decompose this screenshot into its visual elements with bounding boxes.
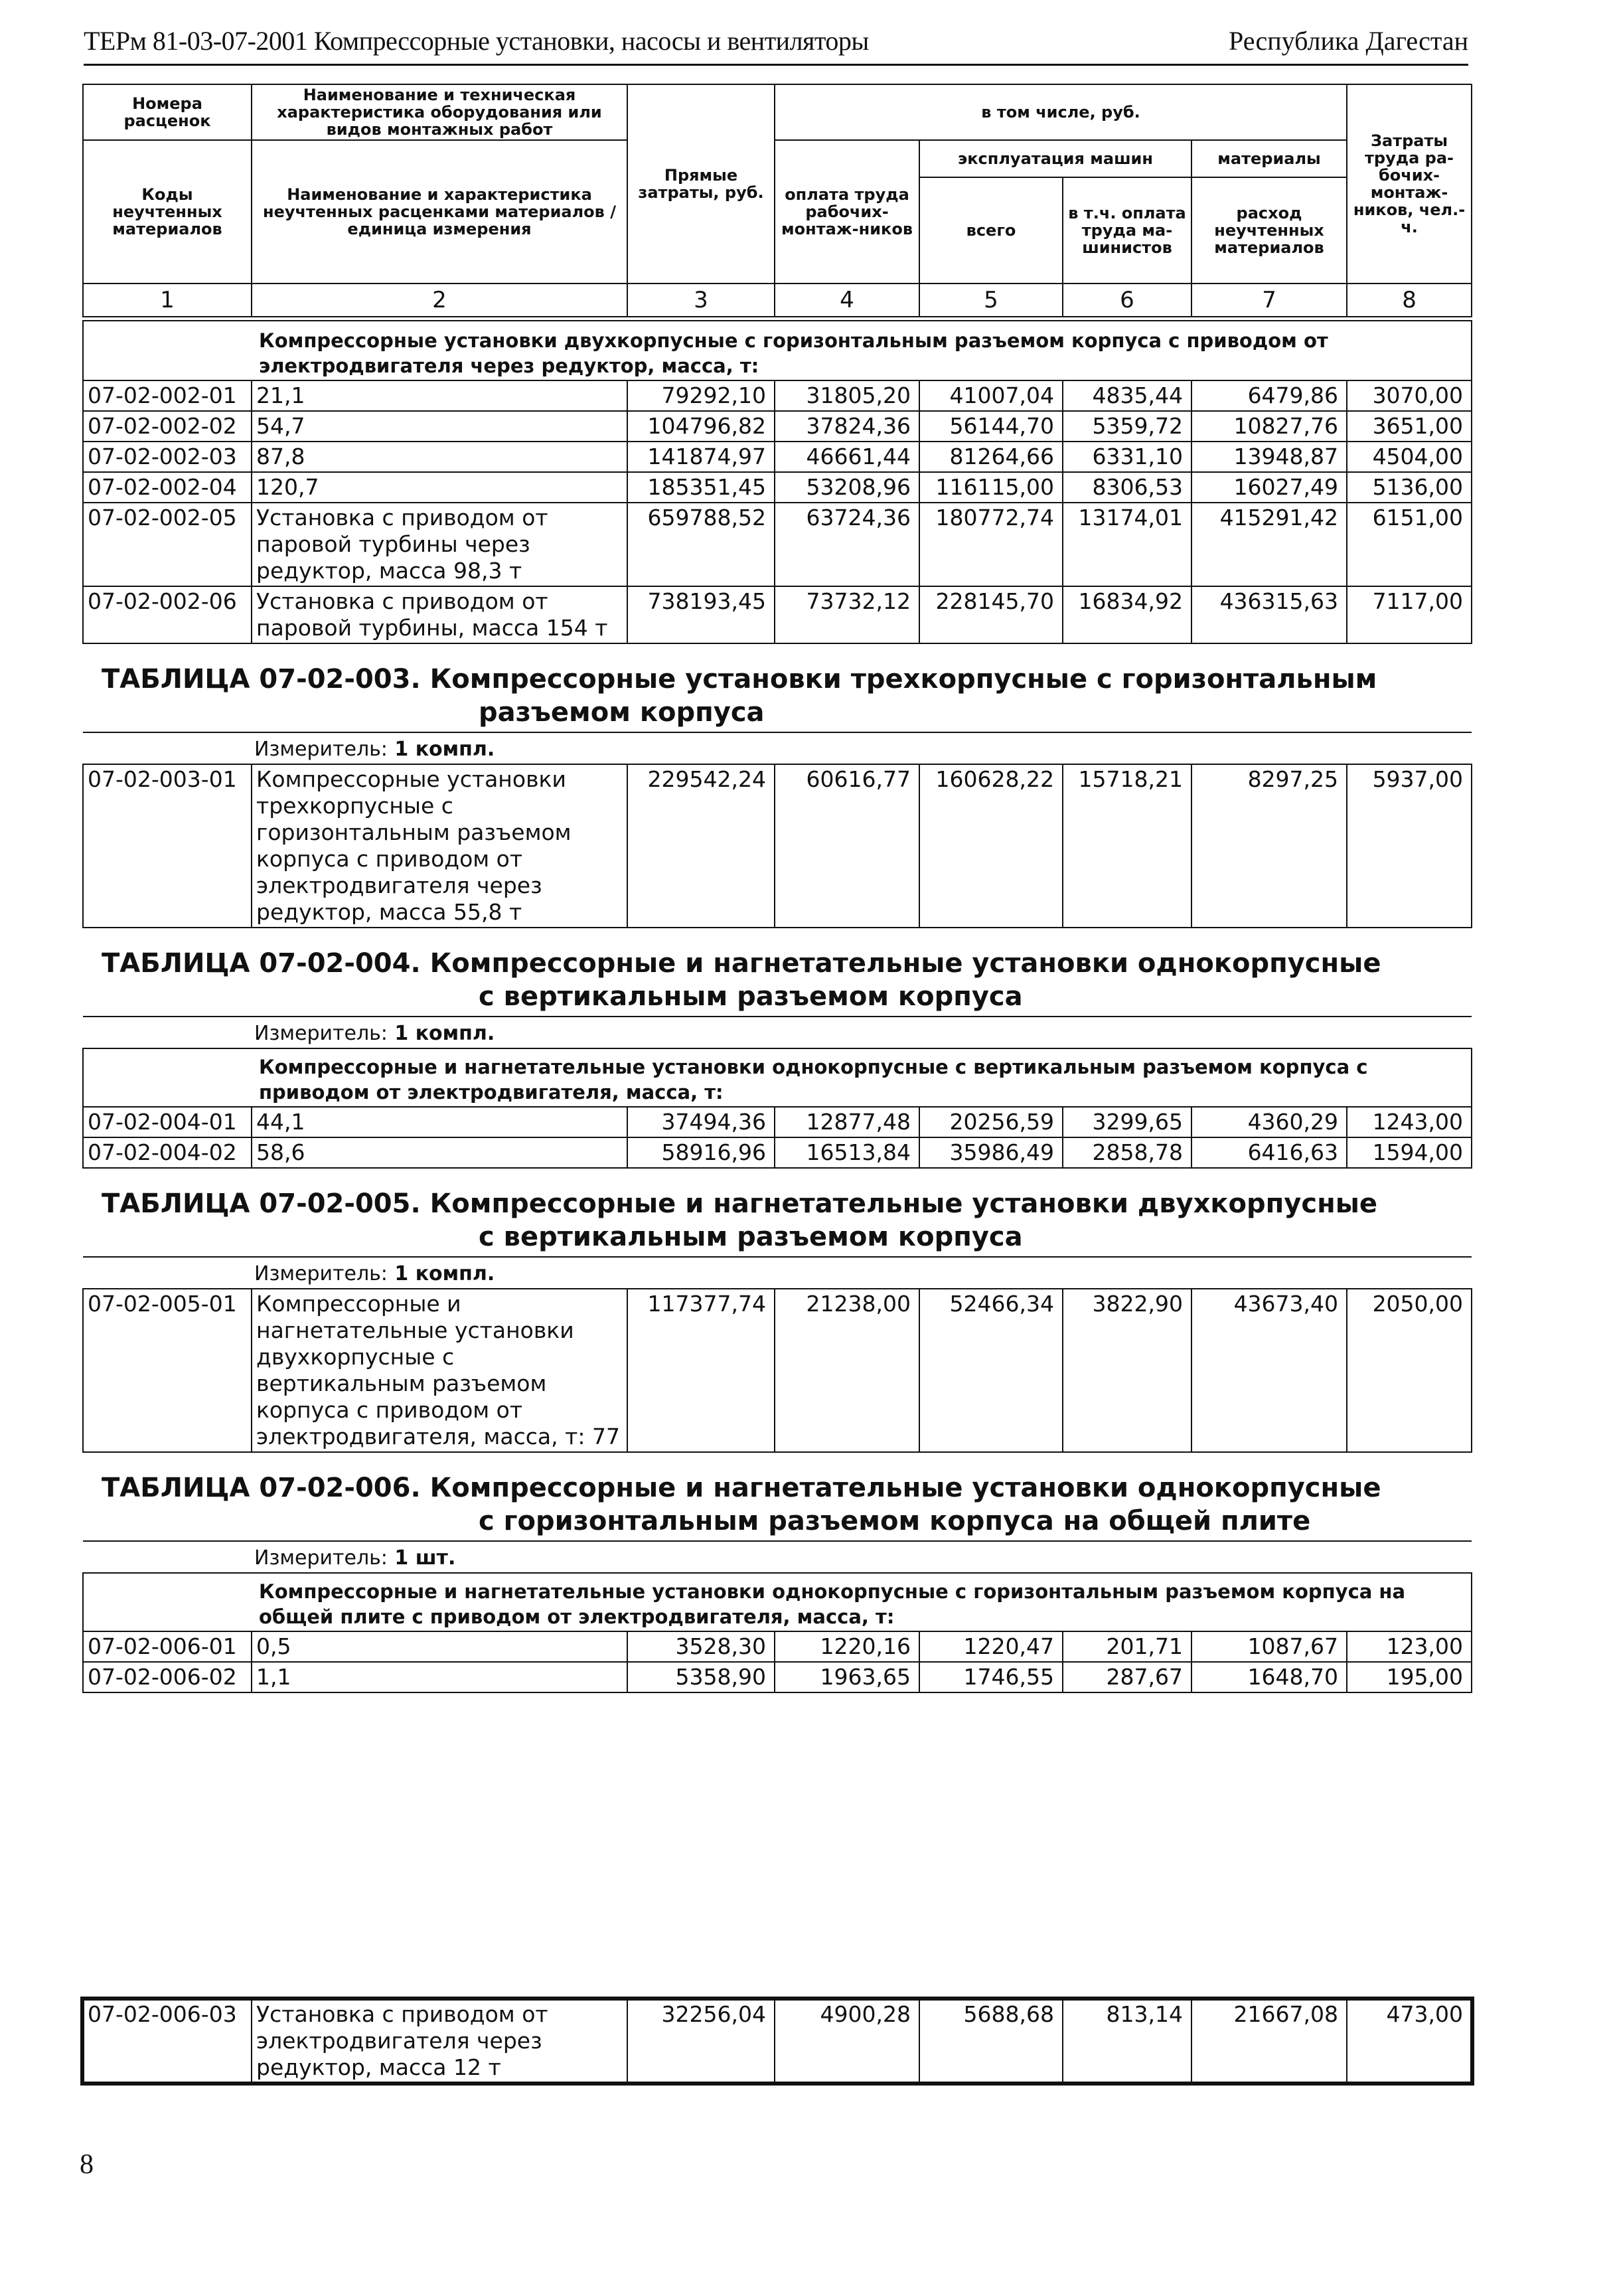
direct-costs: 659788,52 xyxy=(627,503,775,586)
operator-pay: 5359,72 xyxy=(1063,411,1191,442)
rate-name: 54,7 xyxy=(252,411,627,442)
document-code-title: ТЕРм 81-03-07-2001 Компрессорные установки, насосы и вентиляторы xyxy=(84,26,869,56)
rate-code: 07-02-006-03 xyxy=(83,1999,252,2083)
worker-pay: 63724,36 xyxy=(775,503,919,586)
worker-pay: 73732,12 xyxy=(775,586,919,643)
rate-code: 07-02-004-01 xyxy=(83,1107,252,1137)
labor-hours: 3070,00 xyxy=(1347,380,1472,411)
material-costs: 4360,29 xyxy=(1191,1107,1347,1137)
table-row xyxy=(83,1107,1472,1137)
rate-code: 07-02-003-01 xyxy=(83,764,252,928)
header-direct-costs: Прямые затраты, руб. xyxy=(627,84,775,284)
table-row xyxy=(83,411,1472,442)
direct-costs: 141874,97 xyxy=(627,442,775,472)
labor-hours: 4504,00 xyxy=(1347,442,1472,472)
rate-code: 07-02-002-06 xyxy=(83,586,252,643)
labor-hours: 2050,00 xyxy=(1347,1289,1472,1452)
rate-code: 07-02-002-02 xyxy=(83,411,252,442)
header-including: в том числе, руб. xyxy=(775,84,1347,140)
machine-total: 35986,49 xyxy=(919,1137,1063,1168)
operator-pay: 2858,78 xyxy=(1063,1137,1191,1168)
section-subheading: Компрессорные и нагнетательные установки однокорпусные с вертикальным разъемом корпуса с приводом от электродвигателя, масса, т: xyxy=(83,1048,1472,1107)
operator-pay: 3299,65 xyxy=(1063,1107,1191,1137)
section-subheading: Компрессорные установки двухкорпусные с горизонтальным разъемом корпуса с приводом от электродвигателя через редуктор, масса, т: xyxy=(83,321,1472,380)
column-index: 3 xyxy=(627,284,775,317)
machine-total: 81264,66 xyxy=(919,442,1063,472)
rate-name: 21,1 xyxy=(252,380,627,411)
header-operator-pay: в т.ч. оплата труда ма-шинистов xyxy=(1063,177,1191,284)
machine-total: 160628,22 xyxy=(919,764,1063,928)
rate-name: 0,5 xyxy=(252,1631,627,1662)
worker-pay: 37824,36 xyxy=(775,411,919,442)
material-costs: 10827,76 xyxy=(1191,411,1347,442)
rate-code: 07-02-006-02 xyxy=(83,1662,252,1692)
header-machine-use: эксплуатация машин xyxy=(919,140,1191,177)
additional-rate-table xyxy=(82,1999,1472,2084)
operator-pay: 8306,53 xyxy=(1063,472,1191,503)
machine-total: 20256,59 xyxy=(919,1107,1063,1137)
rate-name: Установка с приводом от электродвигателя через редуктор, масса 12 т xyxy=(252,1999,627,2083)
labor-hours: 5937,00 xyxy=(1347,764,1472,928)
rate-name: 87,8 xyxy=(252,442,627,472)
worker-pay: 21238,00 xyxy=(775,1289,919,1452)
direct-costs: 738193,45 xyxy=(627,586,775,643)
table-row xyxy=(83,1999,1472,2083)
direct-costs: 185351,45 xyxy=(627,472,775,503)
header-machine-total: всего xyxy=(919,177,1063,284)
material-costs: 21667,08 xyxy=(1191,1999,1347,2083)
direct-costs: 3528,30 xyxy=(627,1631,775,1662)
operator-pay: 15718,21 xyxy=(1063,764,1191,928)
page-number: 8 xyxy=(80,2149,94,2180)
machine-total: 180772,74 xyxy=(919,503,1063,586)
labor-hours: 473,00 xyxy=(1347,1999,1472,2083)
machine-total: 52466,34 xyxy=(919,1289,1063,1452)
column-index: 2 xyxy=(252,284,627,317)
table-row xyxy=(83,586,1472,643)
material-costs: 43673,40 xyxy=(1191,1289,1347,1452)
column-index: 1 xyxy=(83,284,252,317)
table-row xyxy=(83,1631,1472,1662)
rate-code: 07-02-005-01 xyxy=(83,1289,252,1452)
rate-name: Установка с приводом от паровой турбины, масса 154 т xyxy=(252,586,627,643)
measure-unit: Измеритель: 1 компл. xyxy=(254,738,495,761)
direct-costs: 37494,36 xyxy=(627,1107,775,1137)
table-row xyxy=(83,380,1472,411)
worker-pay: 4900,28 xyxy=(775,1999,919,2083)
column-index: 6 xyxy=(1063,284,1191,317)
direct-costs: 58916,96 xyxy=(627,1137,775,1168)
table-row xyxy=(83,442,1472,472)
worker-pay: 31805,20 xyxy=(775,380,919,411)
material-costs: 415291,42 xyxy=(1191,503,1347,586)
measure-unit: Измеритель: 1 компл. xyxy=(254,1262,495,1285)
table-row xyxy=(83,764,1472,928)
header-rate-numbers: Номера расценок xyxy=(83,84,252,140)
rate-name: 44,1 xyxy=(252,1107,627,1137)
header-materials: материалы xyxy=(1191,140,1347,177)
column-index: 5 xyxy=(919,284,1063,317)
worker-pay: 12877,48 xyxy=(775,1107,919,1137)
material-costs: 13948,87 xyxy=(1191,442,1347,472)
rate-name: 1,1 xyxy=(252,1662,627,1692)
material-costs: 436315,63 xyxy=(1191,586,1347,643)
table-title-006: ТАБЛИЦА 07-02-006. Компрессорные и нагнетательные установки однокорпусные с горизонтальным разъемом корпуса на общей плите xyxy=(83,1452,1472,1541)
header-worker-pay: оплата труда рабочих-монтаж-ников xyxy=(775,140,919,284)
table-row xyxy=(83,472,1472,503)
machine-total: 1746,55 xyxy=(919,1662,1063,1692)
rate-name: 58,6 xyxy=(252,1137,627,1168)
operator-pay: 287,67 xyxy=(1063,1662,1191,1692)
labor-hours: 7117,00 xyxy=(1347,586,1472,643)
direct-costs: 104796,82 xyxy=(627,411,775,442)
column-index: 4 xyxy=(775,284,919,317)
worker-pay: 53208,96 xyxy=(775,472,919,503)
header-material-name: Наименование и характеристика неучтенных расценками материалов / единица измерения xyxy=(252,140,627,284)
labor-hours: 123,00 xyxy=(1347,1631,1472,1662)
column-index-row xyxy=(83,284,1472,317)
machine-total: 116115,00 xyxy=(919,472,1063,503)
rate-code: 07-02-002-03 xyxy=(83,442,252,472)
operator-pay: 6331,10 xyxy=(1063,442,1191,472)
machine-total: 5688,68 xyxy=(919,1999,1063,2083)
header-unaccounted-materials: расход неучтенных материалов xyxy=(1191,177,1347,284)
material-costs: 6479,86 xyxy=(1191,380,1347,411)
section-subheading: Компрессорные и нагнетательные установки однокорпусные с горизонтальным разъемом корпуса на общей плите с приводом от электродвигателя, масса, т: xyxy=(83,1573,1472,1631)
table-title-005: ТАБЛИЦА 07-02-005. Компрессорные и нагнетательные установки двухкорпусные с вертикальным разъемом корпуса xyxy=(83,1168,1472,1257)
direct-costs: 5358,90 xyxy=(627,1662,775,1692)
worker-pay: 46661,44 xyxy=(775,442,919,472)
material-costs: 8297,25 xyxy=(1191,764,1347,928)
material-costs: 6416,63 xyxy=(1191,1137,1347,1168)
operator-pay: 4835,44 xyxy=(1063,380,1191,411)
machine-total: 1220,47 xyxy=(919,1631,1063,1662)
table-row xyxy=(83,1137,1472,1168)
header-labor-hours: Затраты труда ра-бочих-монтаж-ников, чел.-ч. xyxy=(1347,84,1472,284)
labor-hours: 5136,00 xyxy=(1347,472,1472,503)
running-header xyxy=(84,24,1468,66)
column-index: 8 xyxy=(1347,284,1472,317)
rate-code: 07-02-006-01 xyxy=(83,1631,252,1662)
table-row xyxy=(83,1289,1472,1452)
measure-unit: Измеритель: 1 компл. xyxy=(254,1022,495,1045)
rates-table xyxy=(82,84,1472,1693)
material-costs: 1648,70 xyxy=(1191,1662,1347,1692)
labor-hours: 1594,00 xyxy=(1347,1137,1472,1168)
labor-hours: 3651,00 xyxy=(1347,411,1472,442)
table-title-004: ТАБЛИЦА 07-02-004. Компрессорные и нагнетательные установки однокорпусные с вертикальным разъемом корпуса xyxy=(83,928,1472,1017)
table-title-003: ТАБЛИЦА 07-02-003. Компрессорные установки трехкорпусные с горизонтальным разъемом корпуса xyxy=(83,643,1472,732)
operator-pay: 16834,92 xyxy=(1063,586,1191,643)
rate-code: 07-02-002-04 xyxy=(83,472,252,503)
operator-pay: 813,14 xyxy=(1063,1999,1191,2083)
operator-pay: 201,71 xyxy=(1063,1631,1191,1662)
direct-costs: 229542,24 xyxy=(627,764,775,928)
table-row xyxy=(83,1662,1472,1692)
machine-total: 56144,70 xyxy=(919,411,1063,442)
machine-total: 41007,04 xyxy=(919,380,1063,411)
labor-hours: 1243,00 xyxy=(1347,1107,1472,1137)
operator-pay: 3822,90 xyxy=(1063,1289,1191,1452)
worker-pay: 1963,65 xyxy=(775,1662,919,1692)
worker-pay: 16513,84 xyxy=(775,1137,919,1168)
header-material-codes: Коды неучтенных материалов xyxy=(83,140,252,284)
machine-total: 228145,70 xyxy=(919,586,1063,643)
direct-costs: 117377,74 xyxy=(627,1289,775,1452)
worker-pay: 1220,16 xyxy=(775,1631,919,1662)
rate-code: 07-02-004-02 xyxy=(83,1137,252,1168)
material-costs: 16027,49 xyxy=(1191,472,1347,503)
rate-name: 120,7 xyxy=(252,472,627,503)
table-row xyxy=(83,503,1472,586)
rate-name: Установка с приводом от паровой турбины через редуктор, масса 98,3 т xyxy=(252,503,627,586)
direct-costs: 32256,04 xyxy=(627,1999,775,2083)
worker-pay: 60616,77 xyxy=(775,764,919,928)
rate-name: Компрессорные установки трехкорпусные с горизонтальным разъемом корпуса с приводом от электродвигателя через редуктор, масса 55,8 т xyxy=(252,764,627,928)
direct-costs: 79292,10 xyxy=(627,380,775,411)
column-index: 7 xyxy=(1191,284,1347,317)
rate-code: 07-02-002-01 xyxy=(83,380,252,411)
operator-pay: 13174,01 xyxy=(1063,503,1191,586)
rate-name: Компрессорные и нагнетательные установки двухкорпусные с вертикальным разъемом корпуса с приводом от электродвигателя, масса, т: 77 xyxy=(252,1289,627,1452)
header-work-name: Наименование и техническая характеристика оборудования или видов монтажных работ xyxy=(252,84,627,140)
material-costs: 1087,67 xyxy=(1191,1631,1347,1662)
region-name: Республика Дагестан xyxy=(1229,26,1468,56)
labor-hours: 195,00 xyxy=(1347,1662,1472,1692)
labor-hours: 6151,00 xyxy=(1347,503,1472,586)
measure-unit: Измеритель: 1 шт. xyxy=(254,1546,456,1570)
rate-code: 07-02-002-05 xyxy=(83,503,252,586)
